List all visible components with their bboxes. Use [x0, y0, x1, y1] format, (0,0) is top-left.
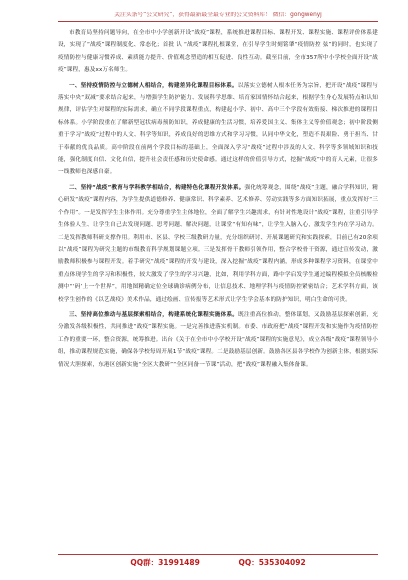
section-2-paragraph [58, 182, 378, 306]
section-3-paragraph [58, 309, 378, 371]
section-heading: 二、坚持“战疫”教育与学科教学相结合，构建特色化课程开发体系。 [69, 184, 245, 191]
section-1-paragraph [58, 80, 378, 179]
paragraph-text: 既注重高位推动，整体谋划，又鼓励基层探索创新，充分激发各级积极性，共同推进“战疫”课程实施。一是完善推进落实机制。市委、市政府把“战疫”课程开发和实施作为疫情防控工作的重要一环，整合资源，统筹推进。出台《关于在全市中小学校开设“战疫”课程的实施意见》，成立各级“战疫”课程领导小组，推动课程规范实施，确保各学校每周开展1节“战疫”课程。二是鼓励基层创新。鼓励各区县各学校作为创新主体，根据实际情况大胆探索，东港区创新实施“全区大教研”“全区同备一节课”活动，把“战疫”课程融入集体备课。 [58, 311, 378, 368]
paragraph-text: 强化统筹观念，围绕“战疫”主题，融合学科知识，精心研发“战疫”课程内容，为学生提供道德修养、健康常识、科学素养、艺术修养、劳动实践等多方面知识拓展，重点发挥好“三个作用”。一是发挥学生主体作用。充分尊重学生主体地位，全面了解学生兴趣需求，有针对性地设计“战疫”课程，注重引导学生体验人生、让学生自己去发现问题、思考问题、解决问题，让课堂“有知有味”，让学生入脑入心，激发学生内在学习动力。二是发挥教师科研支撑作用。利用市、区县、学校三级教研力量，充分组织研讨、开展课题研究和实践探索，目前已有20余项以“战疫”课程为研究主题的市级教育科学规划课题立项。三是发挥骨干教师引领作用，整合学校骨干资源，通过宣传发动，激励教师积极参与课程开发。着手研究“战疫”课程的开发与建设，深入挖掘“战疫”课程内涵，形成多种课程学习资料，在课堂中重点体现学生的学习和积极性，较大激发了学生的学习兴趣，比如，利用学科方面，路中学启发学生通过编程模拟全员核酸检测中“‘码’上一个世界”，用地图精确定位全球确诊病例分布，让信息技术、地理学科与疫情防控紧密结合；艺术学科方面，该校学生创作的《以艺战疫》美术作品，通过绘画、宣传报等艺术形式让学生学会基本的防护知识，明白生命的可贵。 [58, 184, 378, 303]
intro-paragraph [58, 27, 378, 77]
section-heading: 一、坚持疫情防控与立德树人相结合，构建差异化课程目标体系。 [69, 82, 238, 89]
qq-contact: QQ：535304092 [238, 558, 306, 567]
document-body [58, 27, 378, 374]
paragraph-text: 以落实立德树人根本任务为宗旨，把开设“战疫”课程与落实中央“双减”要求结合起来，与增强学生防护能力、发展科学思维、培育家国情怀结合起来，根据学生身心发展特点和认知规律，评估学生对课程的实际需求，确立不同学段课程重点，构建起小学、初中、高中三个学段有效衔接、梯次推进的课程目标体系。小学阶段重在了解新型冠状病毒预防知识，养成健康的生活习惯，培养爱国主义、集体主义等价值观念；初中阶段侧重于学习“战疫”过程中的人文、科学等知识，养成良好的思维方式和学习习惯，认同中华文化，塑造不畏艰险、勇于担当、甘于奉献的优良品质。高中阶段在前两个学段目标的基础上，全面深入学习“战疫”过程中涉及的人文、科学等多领域知识和技能，强化制度自信、文化自信，提升社会责任感和历史使命感。通过这样的价值引导方式，挖掘“战疫”中的育人元素，让很多一线教师也深感自豪。 [58, 82, 379, 176]
paragraph-text: 市教育局坚持问题导向，在全市中小学创新开设“战疫”课程，系统推进课程目标、课程开发、课程实施、课程评价体系建设，实现了“战疫”课程制度化、常态化；首批 认 “战疫”课程扎根课堂，在引导学生时刻铭肇“疫情防控 弦”的同时，也实现了疫情防控与健康习惯养成、素质能力提升、价值观念塑造的相互促进、良性互动。截至目前，全市357所中小学校全面开设“战疫”课程，惠及xx万名师生。 [58, 30, 378, 74]
section-heading: 三、坚持高位推动与基层探索相结合，构建系统化课程实施体系。 [69, 311, 239, 318]
page-footer [58, 554, 378, 568]
page-header: 关注头条号“公文研究”，获得最新最全最专业的公文资料库！ 微信：gongwenyj [58, 12, 378, 22]
qq-group-contact: QQ群：31991489 [130, 558, 200, 567]
